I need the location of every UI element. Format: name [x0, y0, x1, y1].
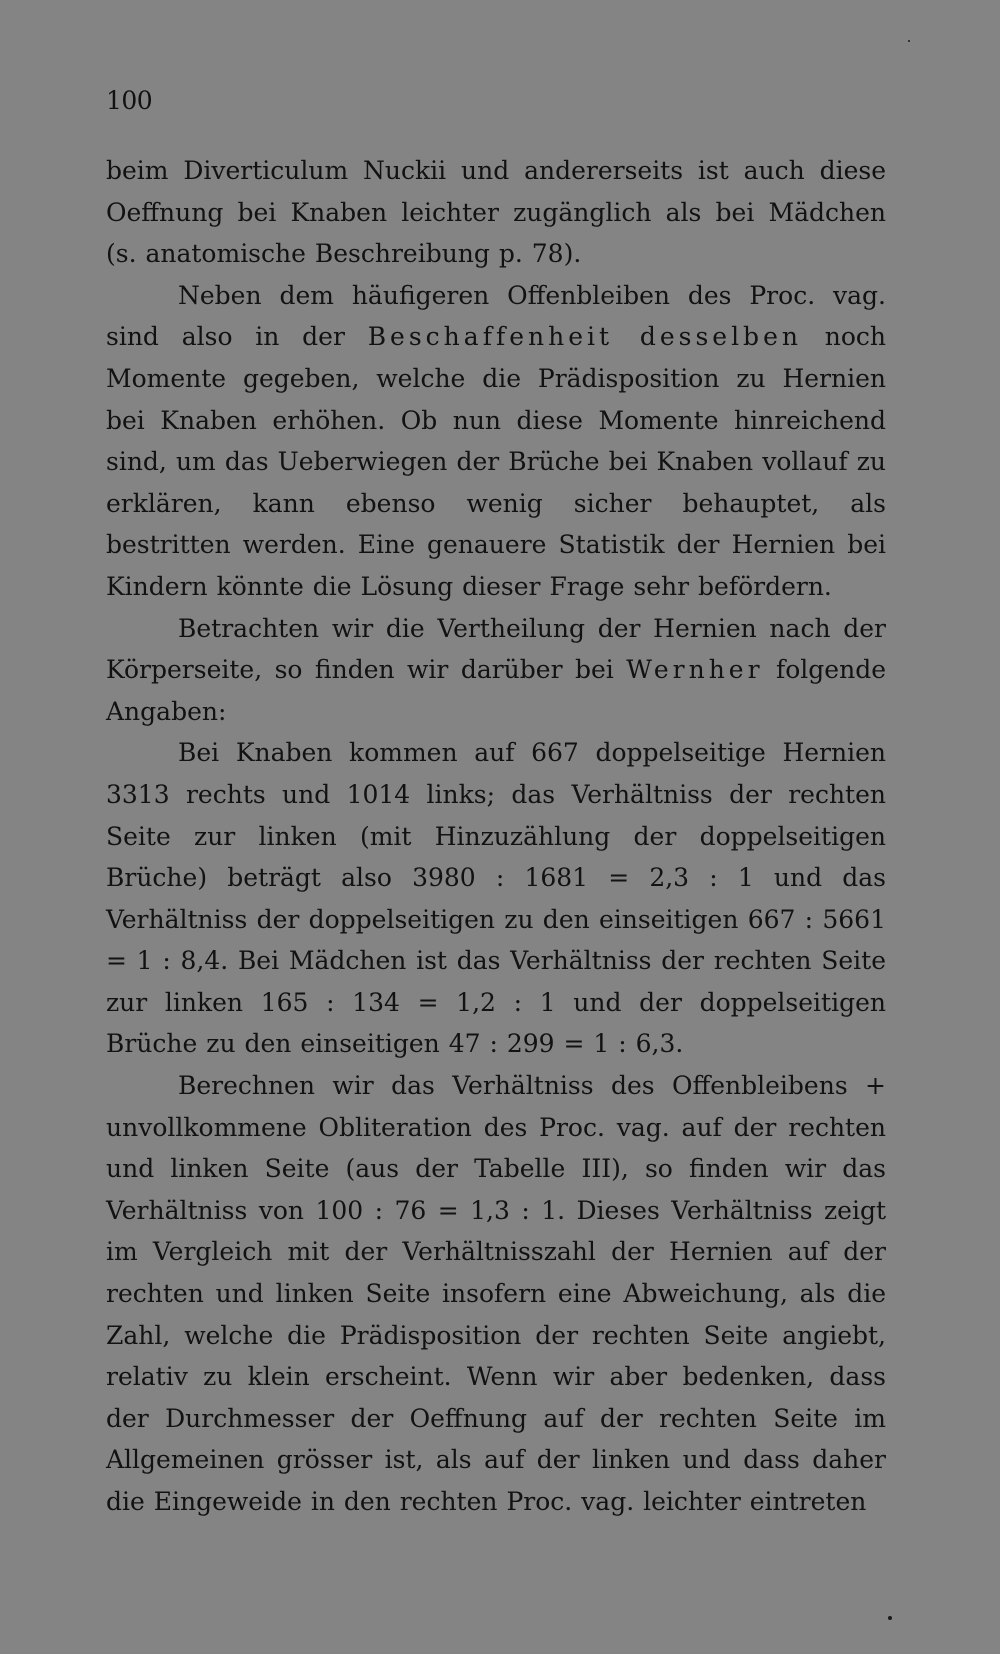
text-segment: Berechnen wir das Verhältniss des Offenbleibens + unvollkommene Obliteration des Proc. vag. auf der rechten und linken Seite (aus der Tabelle III), so finden wir das Verhältniss von 100 : 76 = 1,3 : 1. Dieses Verhältniss zeigt im Vergleich mit der Verhältnisszahl der Hernien auf der rechten und linken Seite insofern eine Abweichung, als die Zahl, welche die Prädisposition der rechten Seite angiebt, relativ zu klein erscheint. Wenn wir aber bedenken, dass der Durchmesser der Oeffnung auf der rechten Seite im Allgemeinen grösser ist, als auf der linken und dass daher die Eingeweide in den rechten Proc. vag. leichter eintreten: [106, 1071, 886, 1516]
scan-speck: [908, 40, 910, 42]
paragraph: [106, 150, 886, 275]
paragraph: [106, 608, 886, 733]
paragraph: [106, 732, 886, 1065]
text-segment: Betrachten wir die Vertheilung der Hernien nach der Körperseite, so finden wir darüber bei: [106, 613, 886, 685]
text-segment: Bei Knaben kommen auf 667 doppelseitige Hernien 3313 rechts und 1014 links; das Verhältniss der rechten Seite zur linken (mit Hinzuzählung der doppelseitigen Brüche) beträgt also 3980 : 1681 = 2,3 : 1 und das Verhältniss der doppelseitigen zu den einseitigen 667 : 5661 = 1 : 8,4. Bei Mädchen ist das Verhältniss der rechten Seite zur linken 165 : 134 = 1,2 : 1 und der doppelseitigen Brüche zu den einseitigen 47 : 299 = 1 : 6,3.: [106, 738, 886, 1059]
text-segment: Neben dem häufigeren Offenbleiben des Proc. vag. sind also in der: [106, 280, 886, 352]
author-name: Wernher: [626, 655, 764, 685]
text-segment: beim Diverticulum Nuckii und andererseits ist auch diese Oeffnung bei Knaben leichter zugänglich als bei Mädchen (s. anatomische Beschreibung p. 78).: [106, 156, 886, 269]
emphasized-term: Beschaffenheit desselben: [367, 322, 802, 352]
page-number: 100: [106, 86, 153, 115]
text-segment: folgende Angaben:: [106, 655, 886, 726]
paragraph: [106, 1065, 886, 1523]
body-text: [106, 150, 886, 1523]
text-segment: noch Momente gegeben, welche die Prädisposition zu Hernien bei Knaben erhöhen. Ob nun diese Momente hinreichend sind, um das Ueberwiegen der Brüche bei Knaben vollauf zu erklären, kann ebenso wenig sicher behauptet, als bestritten werden. Eine genauere Statistik der Hernien bei Kindern könnte die Lösung dieser Frage sehr befördern.: [106, 322, 887, 601]
scan-speck: [888, 1616, 892, 1620]
paragraph: [106, 275, 886, 608]
